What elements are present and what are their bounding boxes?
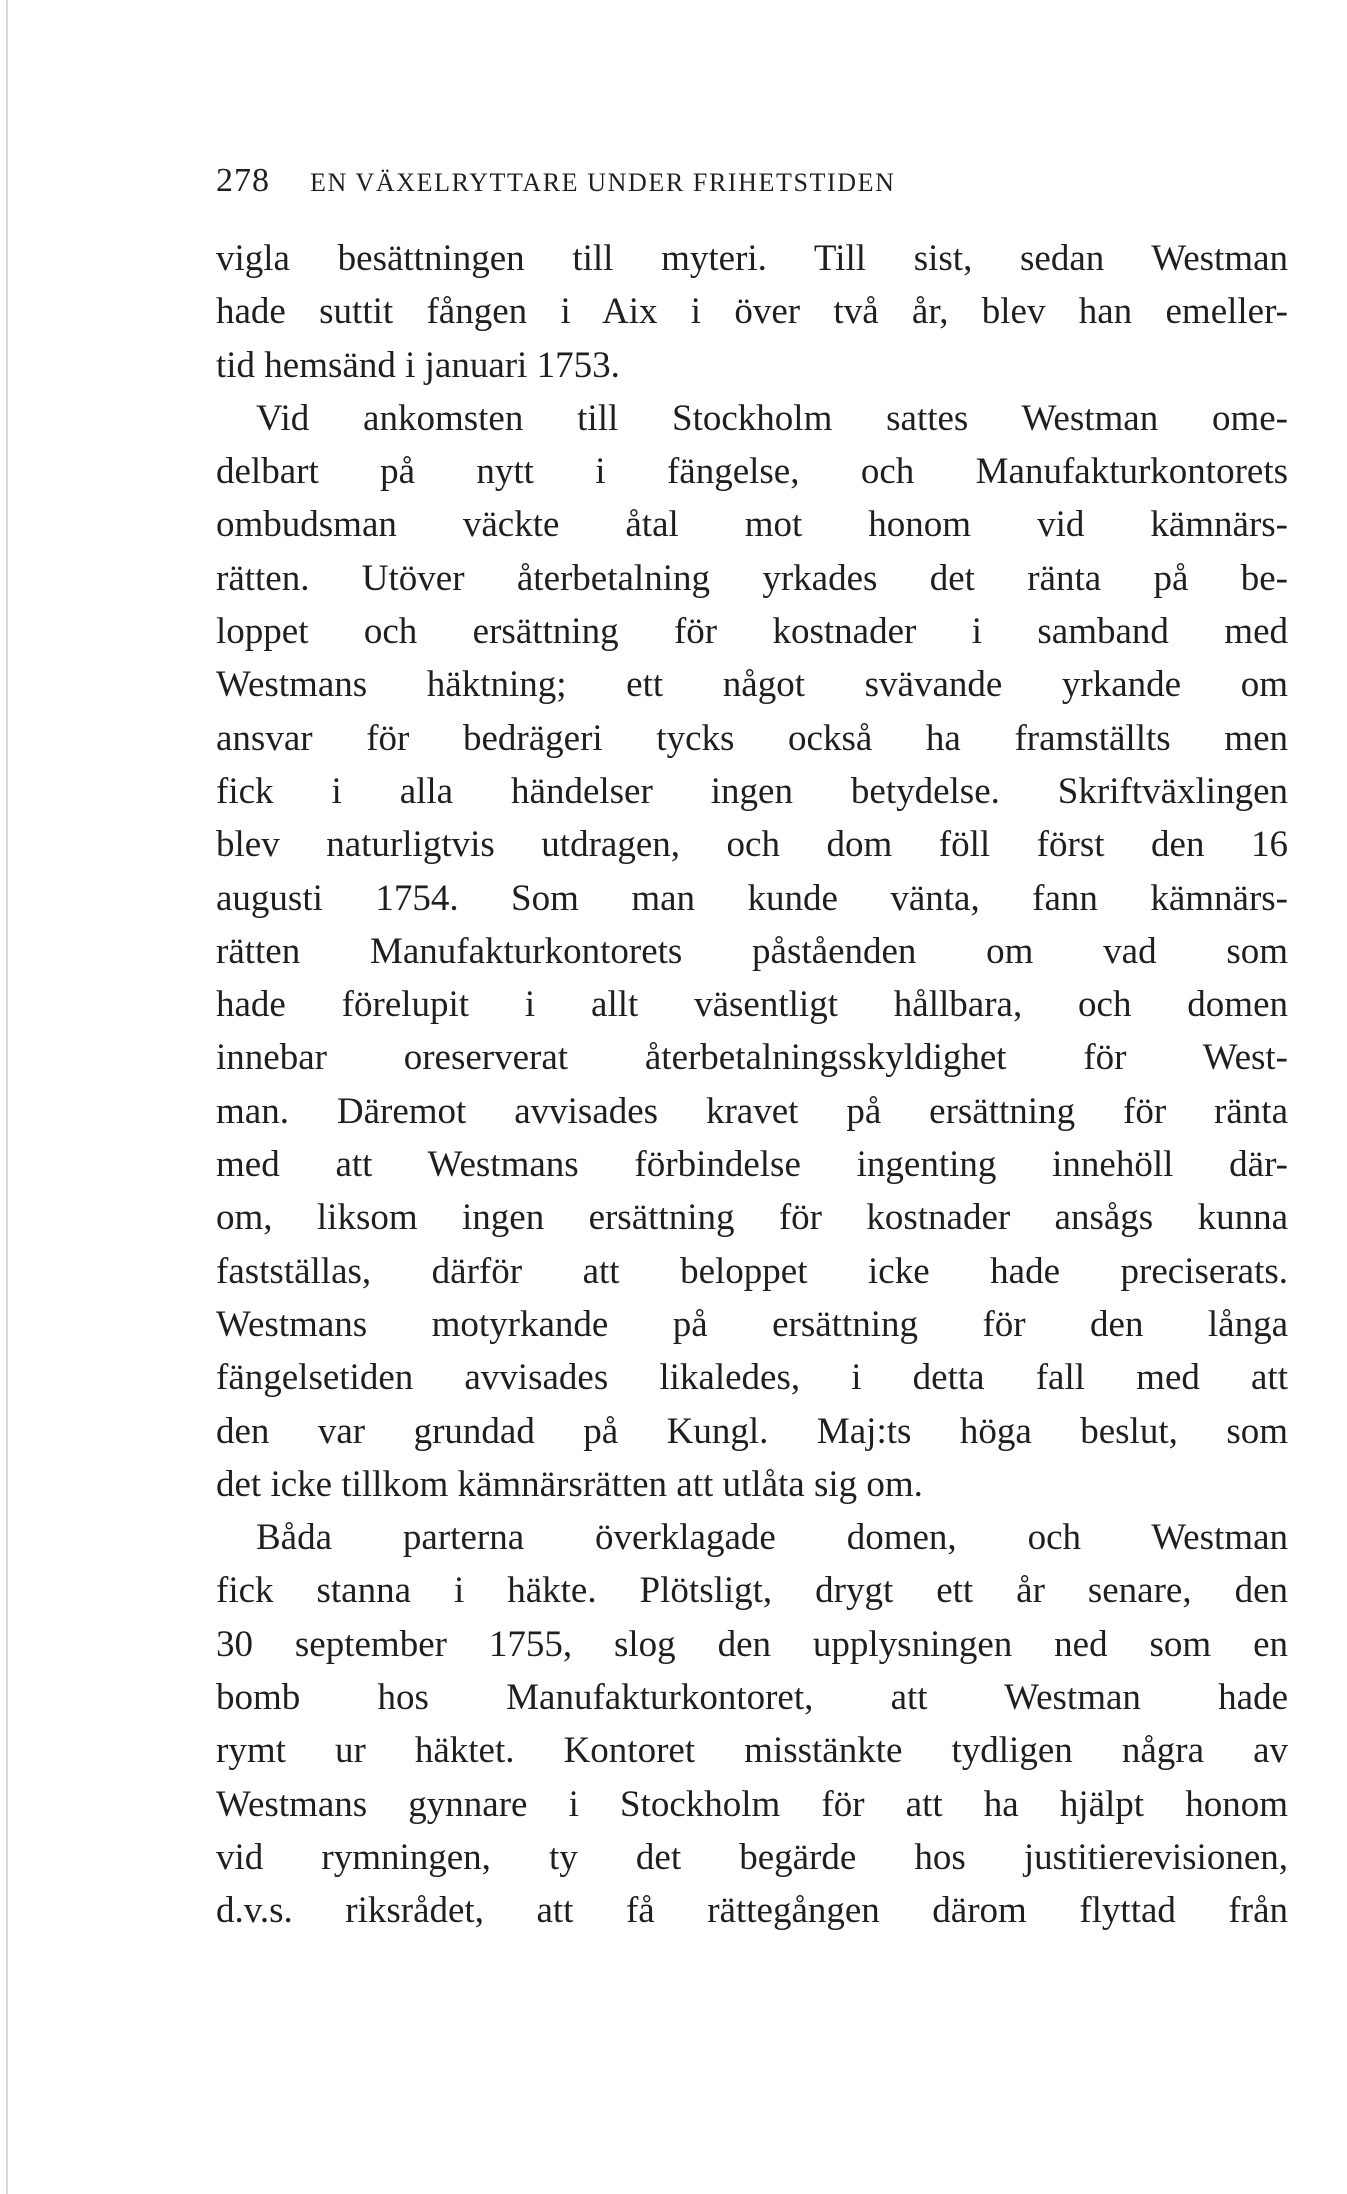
text-line: Westmans häktning; ett något svävande yrkande om [216, 664, 1288, 706]
text-line: Westmans gynnare i Stockholm för att ha hjälpt honom [216, 1783, 1288, 1825]
text-line: man. Däremot avvisades kravet på ersättning för ränta [216, 1090, 1288, 1132]
text-line: Westmans motyrkande på ersättning för den långa [216, 1303, 1288, 1345]
text-line: ansvar för bedrägeri tycks också ha framställts men [216, 717, 1288, 759]
text-line: 30 september 1755, slog den upplysningen ned som en [216, 1623, 1288, 1665]
text-line: loppet och ersättning för kostnader i samband med [216, 611, 1288, 653]
text-line: delbart på nytt i fängelse, och Manufakturkontorets [216, 451, 1288, 493]
text-line: innebar oreserverat återbetalningsskyldighet för West- [216, 1037, 1288, 1079]
text-line: bomb hos Manufakturkontoret, att Westman hade [216, 1677, 1288, 1719]
text-line: Båda parterna överklagade domen, och Westman [256, 1517, 1288, 1559]
text-line: vid rymningen, ty det begärde hos justitierevisionen, [216, 1836, 1288, 1878]
text-line: tid hemsänd i januari 1753. [216, 344, 620, 386]
text-line: fastställas, därför att beloppet icke hade preciserats. [216, 1250, 1288, 1292]
text-line: fick stanna i häkte. Plötsligt, drygt ett år senare, den [216, 1570, 1288, 1612]
text-line: ombudsman väckte åtal mot honom vid kämnärs- [216, 504, 1288, 546]
text-line: d.v.s. riksrådet, att få rättegången därom flyttad från [216, 1890, 1288, 1932]
text-line: hade suttit fången i Aix i över två år, blev han emeller- [216, 291, 1288, 333]
running-title: EN VÄXELRYTTARE UNDER FRIHETSTIDEN [310, 168, 896, 197]
page-edge-line [6, 0, 8, 2194]
running-head [216, 162, 1286, 210]
text-line: rätten. Utöver återbetalning yrkades det ränta på be- [216, 557, 1288, 599]
text-line: det icke tillkom kämnärsrätten att utlåta sig om. [216, 1463, 923, 1505]
text-line: fängelsetiden avvisades likaledes, i detta fall med att [216, 1357, 1288, 1399]
text-line: den var grundad på Kungl. Maj:ts höga beslut, som [216, 1410, 1288, 1452]
text-line: rymt ur häktet. Kontoret misstänkte tydligen några av [216, 1730, 1288, 1772]
page-number: 278 [216, 162, 270, 199]
text-line: rätten Manufakturkontorets påståenden om vad som [216, 930, 1288, 972]
text-line: vigla besättningen till myteri. Till sist, sedan Westman [216, 238, 1288, 279]
text-line: augusti 1754. Som man kunde vänta, fann kämnärs- [216, 877, 1288, 919]
body-text [216, 232, 1288, 1938]
text-line: om, liksom ingen ersättning för kostnader ansågs kunna [216, 1197, 1288, 1239]
text-line: blev naturligtvis utdragen, och dom föll först den 16 [216, 824, 1288, 866]
text-line: hade förelupit i allt väsentligt hållbara, och domen [216, 984, 1288, 1026]
text-line: fick i alla händelser ingen betydelse. Skriftväxlingen [216, 770, 1288, 812]
text-line: Vid ankomsten till Stockholm sattes Westman ome- [256, 397, 1288, 439]
text-line: med att Westmans förbindelse ingenting innehöll där- [216, 1144, 1288, 1186]
